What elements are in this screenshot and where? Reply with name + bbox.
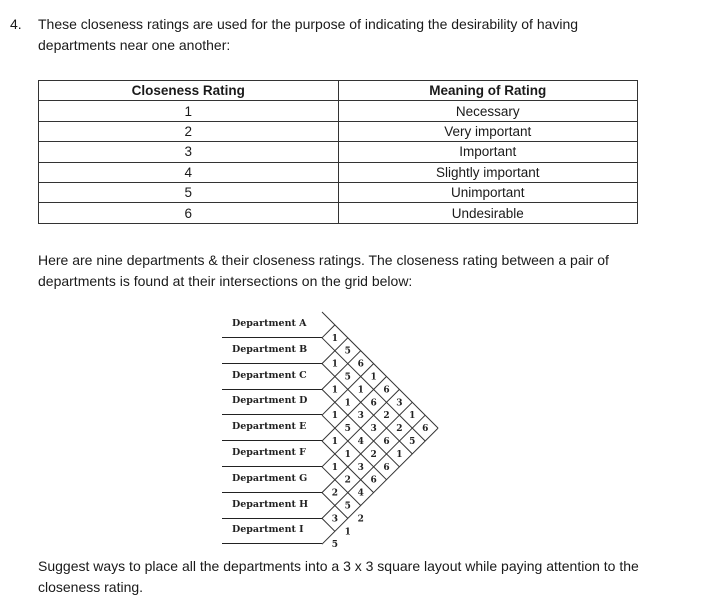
column-header-meaning: Meaning of Rating <box>338 81 638 101</box>
department-label: Department I <box>232 524 304 536</box>
rating-value: 1 <box>331 437 339 447</box>
rating-value: 5 <box>344 424 351 435</box>
department-label: Department C <box>232 369 307 381</box>
department-label: Department F <box>232 447 306 458</box>
grid-line <box>322 428 438 544</box>
rating-value: 6 <box>357 359 364 370</box>
rating-cell: 4 <box>39 162 339 182</box>
department-label: Department D <box>232 395 308 407</box>
rating-value: 3 <box>396 398 403 409</box>
intro-paragraph: Here are nine departments & their closeness ratings. The closeness rating between a pair of departments is found at their intersections on the grid below: <box>38 252 609 289</box>
rating-value: 3 <box>357 411 364 422</box>
rating-value: 1 <box>331 333 339 344</box>
rating-cell: 5 <box>39 182 339 202</box>
rating-value: 2 <box>370 449 377 460</box>
meaning-cell: Very important <box>338 121 638 141</box>
meaning-cell: Important <box>338 142 638 162</box>
rating-value: 5 <box>344 346 351 357</box>
table-row <box>39 121 638 141</box>
department-label: Department A <box>232 318 307 329</box>
rating-value: 1 <box>396 449 403 460</box>
rating-value: 6 <box>422 424 429 435</box>
grid-line <box>322 312 438 428</box>
rating-value: 1 <box>331 411 339 422</box>
rating-value: 1 <box>344 398 351 409</box>
rating-value: 6 <box>370 475 377 486</box>
final-instruction: Suggest ways to place all the departments into a 3 x 3 square layout while paying attention to the closeness rating. <box>38 558 639 595</box>
rating-value: 3 <box>331 514 339 525</box>
rating-value: 4 <box>357 488 364 499</box>
rating-value: 2 <box>383 411 390 422</box>
rating-value: 1 <box>344 527 351 538</box>
column-header-closeness-rating: Closeness Rating <box>39 81 339 101</box>
department-label: Department E <box>232 421 307 433</box>
meaning-cell: Unimportant <box>338 182 638 202</box>
rating-value: 3 <box>357 462 364 473</box>
table-row <box>39 101 638 121</box>
rating-value: 1 <box>331 462 339 473</box>
rating-value: 1 <box>331 359 339 370</box>
rating-value: 5 <box>344 372 351 383</box>
rating-value: 1 <box>357 385 364 396</box>
rating-value: 2 <box>331 488 339 499</box>
rating-value: 4 <box>357 437 364 447</box>
rating-value: 5 <box>409 437 416 447</box>
rating-value: 3 <box>370 424 377 435</box>
rating-value: 5 <box>331 540 339 551</box>
department-label: Department H <box>232 498 309 510</box>
table-row <box>39 182 638 202</box>
table-row <box>39 142 638 162</box>
rating-value: 5 <box>344 501 351 512</box>
rating-cell: 1 <box>39 101 339 121</box>
relationship-grid <box>222 308 482 551</box>
closeness-rating-table <box>38 80 638 224</box>
rating-value: 2 <box>344 475 351 486</box>
meaning-cell: Slightly important <box>338 162 638 182</box>
meaning-cell: Necessary <box>338 101 638 121</box>
rating-value: 1 <box>344 449 351 460</box>
table-row <box>39 162 638 182</box>
question-text: These closeness ratings are used for the purpose of indicating the desirability of having departments near one another: <box>38 16 579 53</box>
department-label: Department G <box>232 472 308 484</box>
table-row <box>39 203 638 223</box>
rating-cell: 3 <box>39 142 339 162</box>
meaning-cell: Undesirable <box>338 203 638 223</box>
rating-value: 6 <box>370 398 377 409</box>
rating-cell: 6 <box>39 203 339 223</box>
department-label: Department B <box>232 343 308 355</box>
rating-value: 6 <box>383 437 390 447</box>
relationship-chart <box>222 308 482 551</box>
question-number: 4. <box>10 16 22 32</box>
rating-value: 6 <box>383 385 390 396</box>
table-header-row <box>39 81 638 101</box>
rating-value: 1 <box>331 385 339 396</box>
rating-value: 1 <box>370 372 377 383</box>
rating-value: 1 <box>409 411 416 422</box>
rating-value: 6 <box>383 462 390 473</box>
rating-value: 2 <box>396 424 403 435</box>
rating-value: 2 <box>357 514 364 525</box>
rating-cell: 2 <box>39 121 339 141</box>
